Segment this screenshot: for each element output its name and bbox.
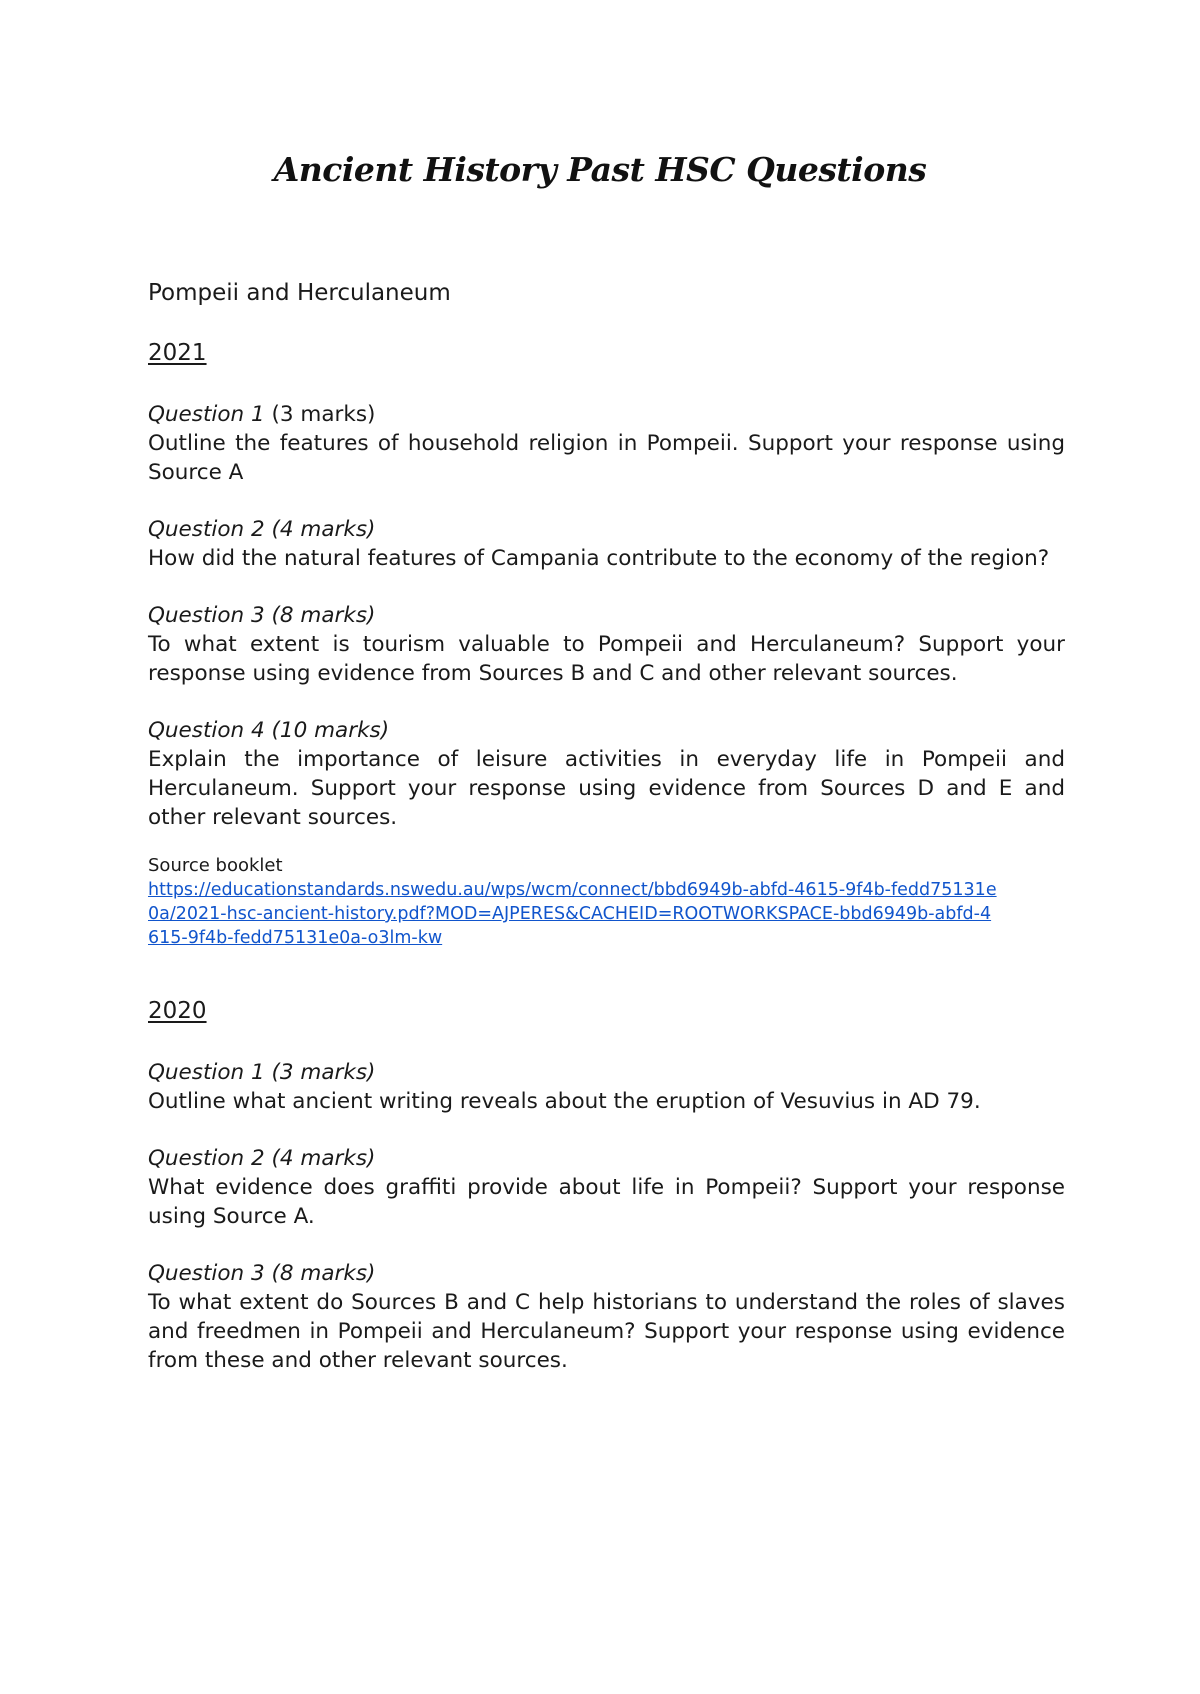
question-header	[148, 601, 1065, 630]
source-booklet-link-line: 0a/2021-hsc-ancient-history.pdf?MOD=AJPERES&CACHEID=ROOTWORKSPACE-bbd6949b-abfd-4	[148, 904, 992, 924]
question-header	[148, 1144, 1065, 1173]
question-header	[148, 1259, 1065, 1288]
question-label: Question 2	[148, 1146, 265, 1171]
source-booklet-link-line: https://educationstandards.nswedu.au/wps/wcm/connect/bbd6949b-abfd-4615-9f4b-fedd75131e	[148, 880, 997, 900]
document-body	[148, 278, 1065, 1403]
question-header	[148, 716, 1065, 745]
question-marks: (10 marks)	[271, 718, 390, 743]
question-block	[148, 515, 1065, 573]
year-heading: 2020	[148, 998, 207, 1024]
source-booklet-link[interactable]	[148, 878, 1065, 950]
question-block	[148, 601, 1065, 688]
question-block	[148, 1058, 1065, 1116]
question-label: Question 1	[148, 1060, 265, 1085]
question-text: Outline what ancient writing reveals about the eruption of Vesuvius in AD 79.	[148, 1089, 981, 1114]
year-heading: 2021	[148, 340, 207, 366]
question-text: How did the natural features of Campania contribute to the economy of the region?	[148, 546, 1050, 571]
question-header	[148, 400, 1065, 429]
question-text: What evidence does graffiti provide about life in Pompeii? Support your response using Source A.	[148, 1175, 1065, 1229]
source-booklet-label: Source booklet	[148, 855, 283, 876]
question-header	[148, 1058, 1065, 1087]
question-text: Outline the features of household religion in Pompeii. Support your response using Source A	[148, 431, 1065, 485]
question-block	[148, 400, 1065, 487]
question-block	[148, 716, 1065, 832]
question-text: Explain the importance of leisure activities in everyday life in Pompeii and Herculaneum. Support your response using evidence from Sources D and E and other relevant sources.	[148, 747, 1065, 830]
question-label: Question 3	[148, 1261, 265, 1286]
source-booklet-link-line: 615-9f4b-fedd75131e0a-o3lm-kw	[148, 928, 443, 948]
question-marks: (4 marks)	[271, 517, 376, 542]
question-block	[148, 1259, 1065, 1375]
question-text: To what extent is tourism valuable to Pompeii and Herculaneum? Support your response using evidence from Sources B and C and other relevant sources.	[148, 632, 1065, 686]
question-label: Question 2	[148, 517, 265, 542]
subject-heading: Pompeii and Herculaneum	[148, 280, 451, 306]
question-marks: (3 marks)	[271, 1060, 376, 1085]
question-block	[148, 1144, 1065, 1231]
question-label: Question 4	[148, 718, 265, 743]
section-2020	[148, 996, 1065, 1375]
source-booklet	[148, 854, 1065, 950]
question-header	[148, 515, 1065, 544]
question-marks: (4 marks)	[271, 1146, 376, 1171]
question-marks: (3 marks)	[271, 402, 376, 427]
question-marks: (8 marks)	[271, 1261, 376, 1286]
question-label: Question 3	[148, 603, 265, 628]
question-text: To what extent do Sources B and C help historians to understand the roles of slaves and freedmen in Pompeii and Herculaneum? Support your response using evidence from these and other relevant sources.	[148, 1290, 1065, 1373]
question-marks: (8 marks)	[271, 603, 376, 628]
question-label: Question 1	[148, 402, 265, 427]
section-2021	[148, 338, 1065, 950]
document-title: Ancient History Past HSC Questions	[273, 150, 927, 189]
